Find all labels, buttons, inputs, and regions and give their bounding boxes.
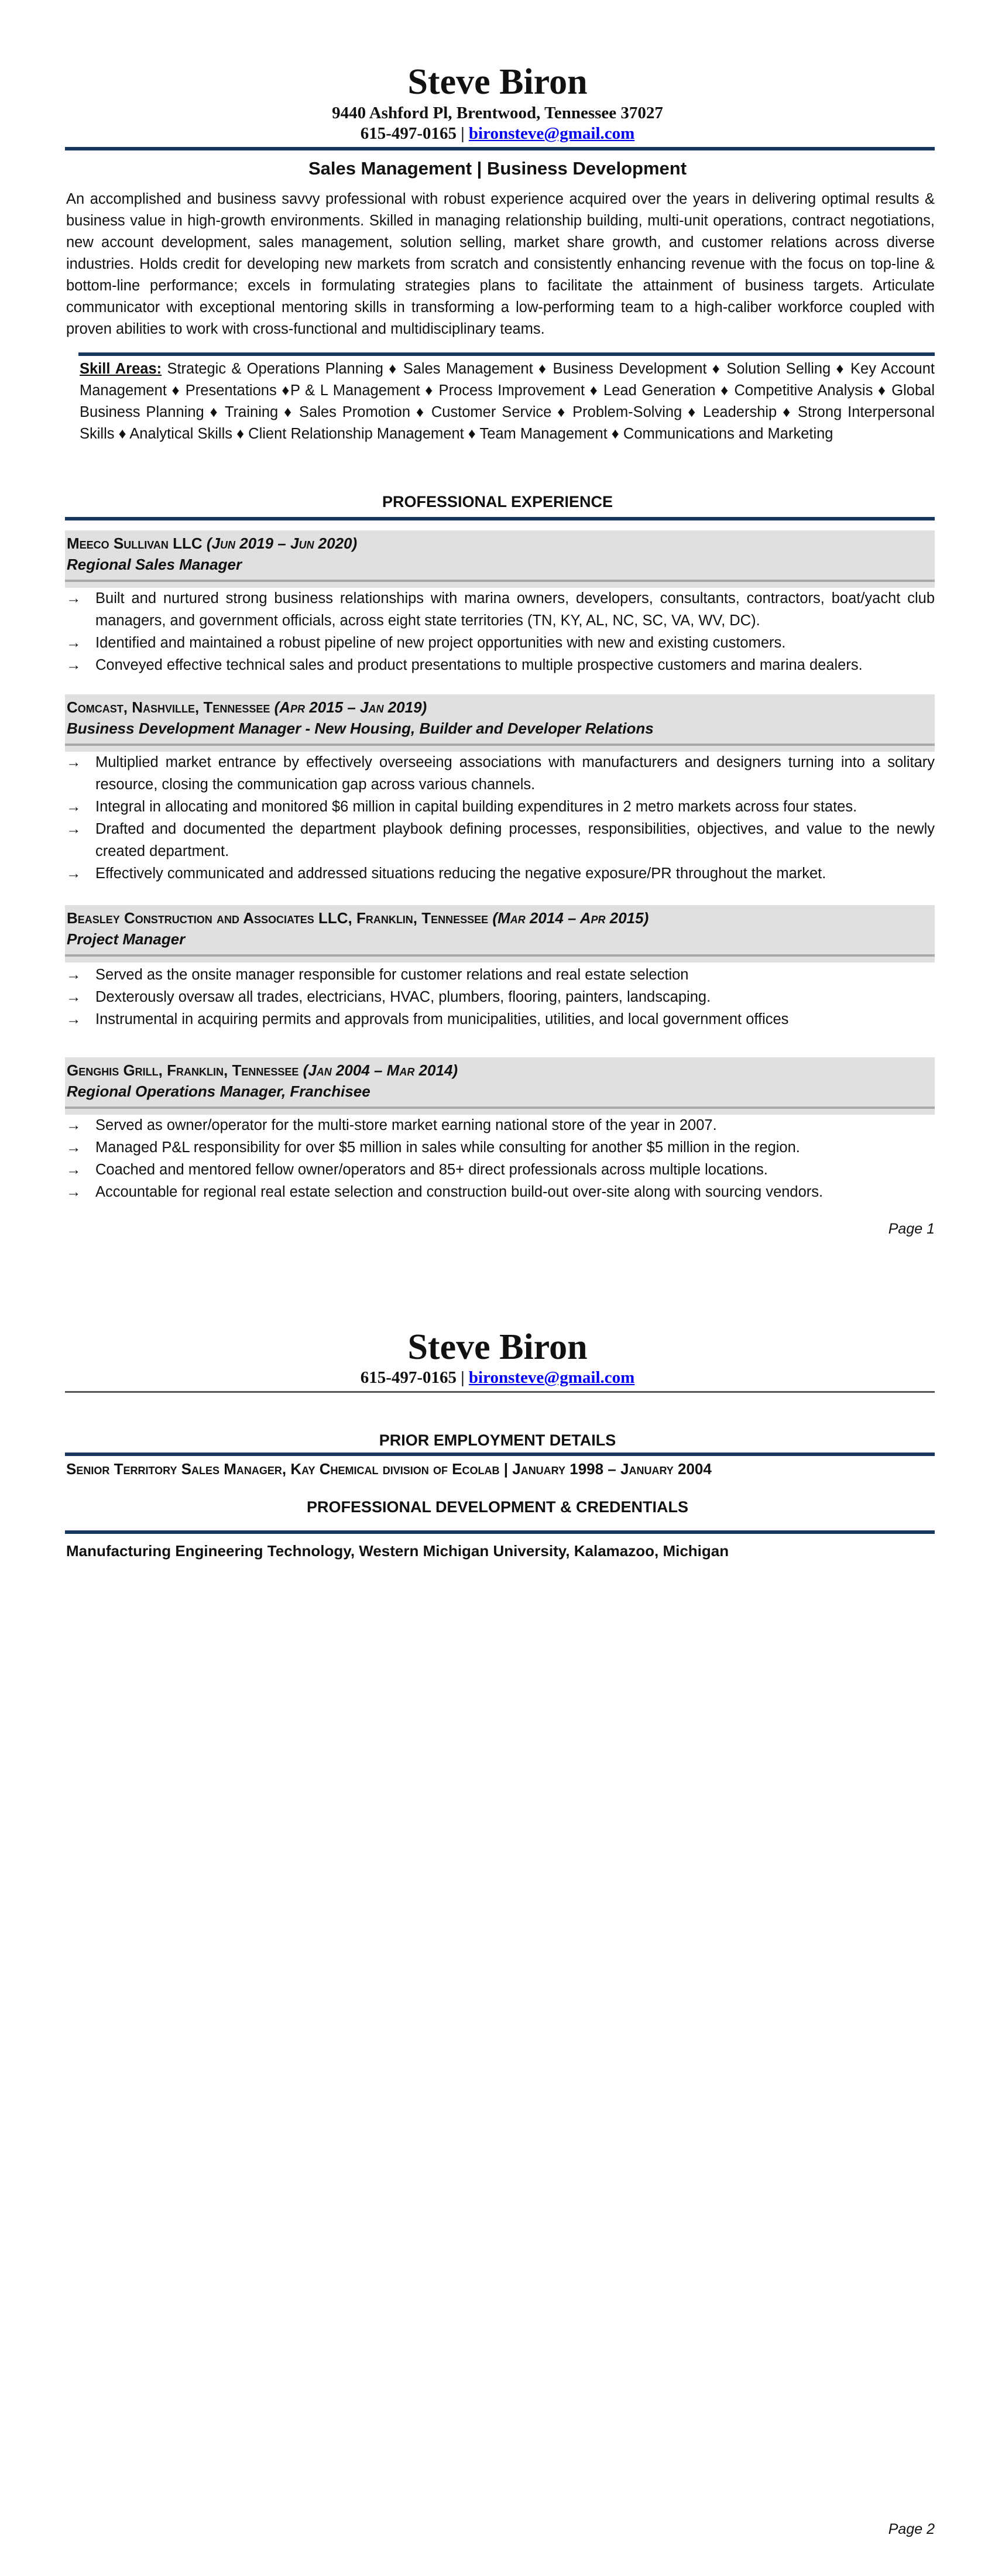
job-title: Business Development Manager - New Housing, Builder and Developer Relations bbox=[67, 720, 654, 737]
skill-areas-text: Strategic & Operations Planning ♦ Sales Management ♦ Business Development ♦ Solution Selling ♦ Key Account Management ♦ Presentations ♦P & L Management ♦ Process Improvement ♦ Lead Generation ♦ Competitive Analysis ♦ Global Business Planning ♦ Training ♦ Sales Promotion ♦ Customer Service ♦ Problem-Solving ♦ Leadership ♦ Strong Interpersonal Skills ♦ Analytical Skills ♦ Client Relationship Management ♦ Team Management ♦ Communications and Marketing bbox=[80, 361, 935, 442]
prior-employment-rule bbox=[65, 1453, 935, 1456]
bullet-text: Dexterously oversaw all trades, electricians, HVAC, plumbers, flooring, painters, landscaping. bbox=[95, 989, 711, 1005]
page-number-2: Page 2 bbox=[888, 2521, 935, 2537]
list-item bbox=[66, 587, 935, 632]
job-header bbox=[65, 694, 935, 752]
bullet-text: Accountable for regional real estate selection and construction build-out over-site along with sourcing vendors. bbox=[95, 1184, 824, 1200]
job-dates: (Jan 2004 – Mar 2014) bbox=[303, 1061, 458, 1079]
arrow-bullet-icon: → bbox=[66, 1117, 81, 1133]
list-item bbox=[66, 818, 935, 862]
phone: 615-497-0165 bbox=[360, 1368, 457, 1387]
address: 9440 Ashford Pl, Brentwood, Tennessee 37027 bbox=[332, 104, 663, 122]
list-item bbox=[66, 1159, 935, 1181]
phone: 615-497-0165 bbox=[360, 124, 457, 143]
summary: An accomplished and business savvy professional with robust experience acquired over the years in delivering optimal results & business value in high-growth environments. Skilled in managing relationship building, multi-unit operations, contract negotiations, new account development, sales management, solution selling, market share growth, and customer relations across diverse industries. Holds credit for developing new markets from scratch and consistently enhancing revenue with the focus on top-line & bottom-line performance; excels in formulating strategies plans to facilitate the attainment of business targets. Articulate communicator with exceptional mentoring skills in transforming a low-performing team to a high-caliber workforce coupled with proven abilities to work with cross-functional and multidisciplinary teams. bbox=[66, 191, 935, 337]
experience-heading: PROFESSIONAL EXPERIENCE bbox=[382, 493, 613, 511]
job-header bbox=[65, 905, 935, 962]
list-item bbox=[66, 632, 935, 654]
company-name: Beasley Construction and Associates LLC, Franklin, Tennessee bbox=[67, 909, 489, 927]
email-link[interactable]: bironsteve@gmail.com bbox=[468, 124, 635, 143]
company-name: Genghis Grill, Franklin, Tennessee bbox=[67, 1061, 299, 1079]
bullet-text: Multiplied market entrance by effectively overseeing associations with manufacturers and designers turning into a solitary resource, closing the communication gap across various channels. bbox=[95, 754, 935, 793]
arrow-bullet-icon: → bbox=[66, 657, 81, 673]
job-title: Regional Operations Manager, Franchisee bbox=[67, 1083, 370, 1100]
company-name: Comcast, Nashville, Tennessee bbox=[67, 698, 270, 716]
job-bullets bbox=[66, 1114, 935, 1203]
page2-header-rule bbox=[65, 1391, 935, 1393]
job-header bbox=[65, 1057, 935, 1115]
list-item bbox=[66, 986, 935, 1008]
skill-areas bbox=[80, 358, 935, 445]
list-item bbox=[66, 796, 935, 818]
header-rule bbox=[65, 147, 935, 150]
candidate-name: Steve Biron bbox=[407, 62, 588, 102]
job-title: Regional Sales Manager bbox=[67, 556, 242, 573]
list-item bbox=[66, 1114, 935, 1136]
list-item bbox=[66, 862, 935, 885]
job-title: Project Manager bbox=[67, 930, 186, 948]
candidate-name-page2: Steve Biron bbox=[407, 1327, 588, 1367]
list-item bbox=[66, 1181, 935, 1203]
job-company bbox=[65, 694, 935, 718]
arrow-bullet-icon: → bbox=[66, 821, 81, 837]
list-item bbox=[66, 964, 935, 986]
arrow-bullet-icon: → bbox=[66, 1011, 81, 1027]
professional-development-heading: PROFESSIONAL DEVELOPMENT & CREDENTIALS bbox=[306, 1498, 689, 1516]
arrow-bullet-icon: → bbox=[66, 1139, 81, 1156]
page-number-1: Page 1 bbox=[888, 1221, 935, 1237]
arrow-bullet-icon: → bbox=[66, 865, 81, 882]
arrow-bullet-icon: → bbox=[66, 1184, 81, 1200]
contact-line bbox=[0, 123, 995, 144]
bullet-text: Integral in allocating and monitored $6 million in capital building expenditures in 2 metro markets across four states. bbox=[95, 799, 857, 815]
experience-rule bbox=[65, 517, 935, 520]
bullet-text: Conveyed effective technical sales and product presentations to multiple prospective customers and marina dealers. bbox=[95, 657, 863, 673]
job-company bbox=[65, 530, 935, 554]
bullet-text: Effectively communicated and addressed situations reducing the negative exposure/PR throughout the market. bbox=[95, 865, 826, 882]
list-item bbox=[66, 654, 935, 676]
job-bullets bbox=[66, 587, 935, 676]
arrow-bullet-icon: → bbox=[66, 754, 81, 770]
job-dates: (Jun 2019 – Jun 2020) bbox=[206, 535, 358, 552]
headline: Sales Management | Business Development bbox=[308, 158, 687, 179]
education-item: Manufacturing Engineering Technology, Western Michigan University, Kalamazoo, Michigan bbox=[66, 1542, 729, 1560]
job-dates: (Apr 2015 – Jan 2019) bbox=[274, 698, 427, 716]
contact-line-page2 bbox=[0, 1367, 995, 1388]
job-bullets bbox=[66, 751, 935, 885]
email-link[interactable]: bironsteve@gmail.com bbox=[468, 1368, 635, 1387]
separator: | bbox=[461, 124, 465, 143]
bullet-text: Served as owner/operator for the multi-store market earning national store of the year in 2007. bbox=[95, 1117, 717, 1133]
arrow-bullet-icon: → bbox=[66, 590, 81, 607]
arrow-bullet-icon: → bbox=[66, 635, 81, 651]
arrow-bullet-icon: → bbox=[66, 989, 81, 1005]
bullet-text: Managed P&L responsibility for over $5 million in sales while consulting for another $5 million in the region. bbox=[95, 1139, 800, 1156]
list-item bbox=[66, 1136, 935, 1159]
job-company bbox=[65, 1057, 935, 1081]
arrow-bullet-icon: → bbox=[66, 799, 81, 815]
skills-rule bbox=[78, 352, 935, 356]
job-header bbox=[65, 530, 935, 588]
arrow-bullet-icon: → bbox=[66, 967, 81, 983]
list-item bbox=[66, 751, 935, 796]
job-company bbox=[65, 905, 935, 929]
bullet-text: Coached and mentored fellow owner/operators and 85+ direct professionals across multiple locations. bbox=[95, 1162, 768, 1178]
arrow-bullet-icon: → bbox=[66, 1162, 81, 1178]
prior-employment-heading: PRIOR EMPLOYMENT DETAILS bbox=[379, 1431, 616, 1449]
prior-employment-item: Senior Territory Sales Manager, Kay Chemical division of Ecolab | January 1998 – January 2004 bbox=[66, 1460, 712, 1478]
list-item bbox=[66, 1008, 935, 1030]
job-bullets bbox=[66, 964, 935, 1030]
separator: | bbox=[461, 1368, 465, 1387]
company-name: Meeco Sullivan LLC bbox=[67, 535, 203, 552]
bullet-text: Drafted and documented the department playbook defining processes, responsibilities, objectives, and value to the newly created department. bbox=[95, 821, 935, 859]
skill-areas-label: Skill Areas: bbox=[80, 361, 162, 377]
bullet-text: Built and nurtured strong business relationships with marina owners, developers, consultants, contractors, boat/yacht club managers, and government officials, across eight state territories (TN, KY, AL, NC, SC, VA, WV, DC). bbox=[95, 590, 935, 629]
job-dates: (Mar 2014 – Apr 2015) bbox=[492, 909, 649, 927]
bullet-text: Instrumental in acquiring permits and approvals from municipalities, utilities, and local government offices bbox=[95, 1011, 789, 1027]
professional-development-rule bbox=[65, 1530, 935, 1534]
bullet-text: Identified and maintained a robust pipeline of new project opportunities with new and existing customers. bbox=[95, 635, 786, 651]
bullet-text: Served as the onsite manager responsible for customer relations and real estate selection bbox=[95, 967, 689, 983]
